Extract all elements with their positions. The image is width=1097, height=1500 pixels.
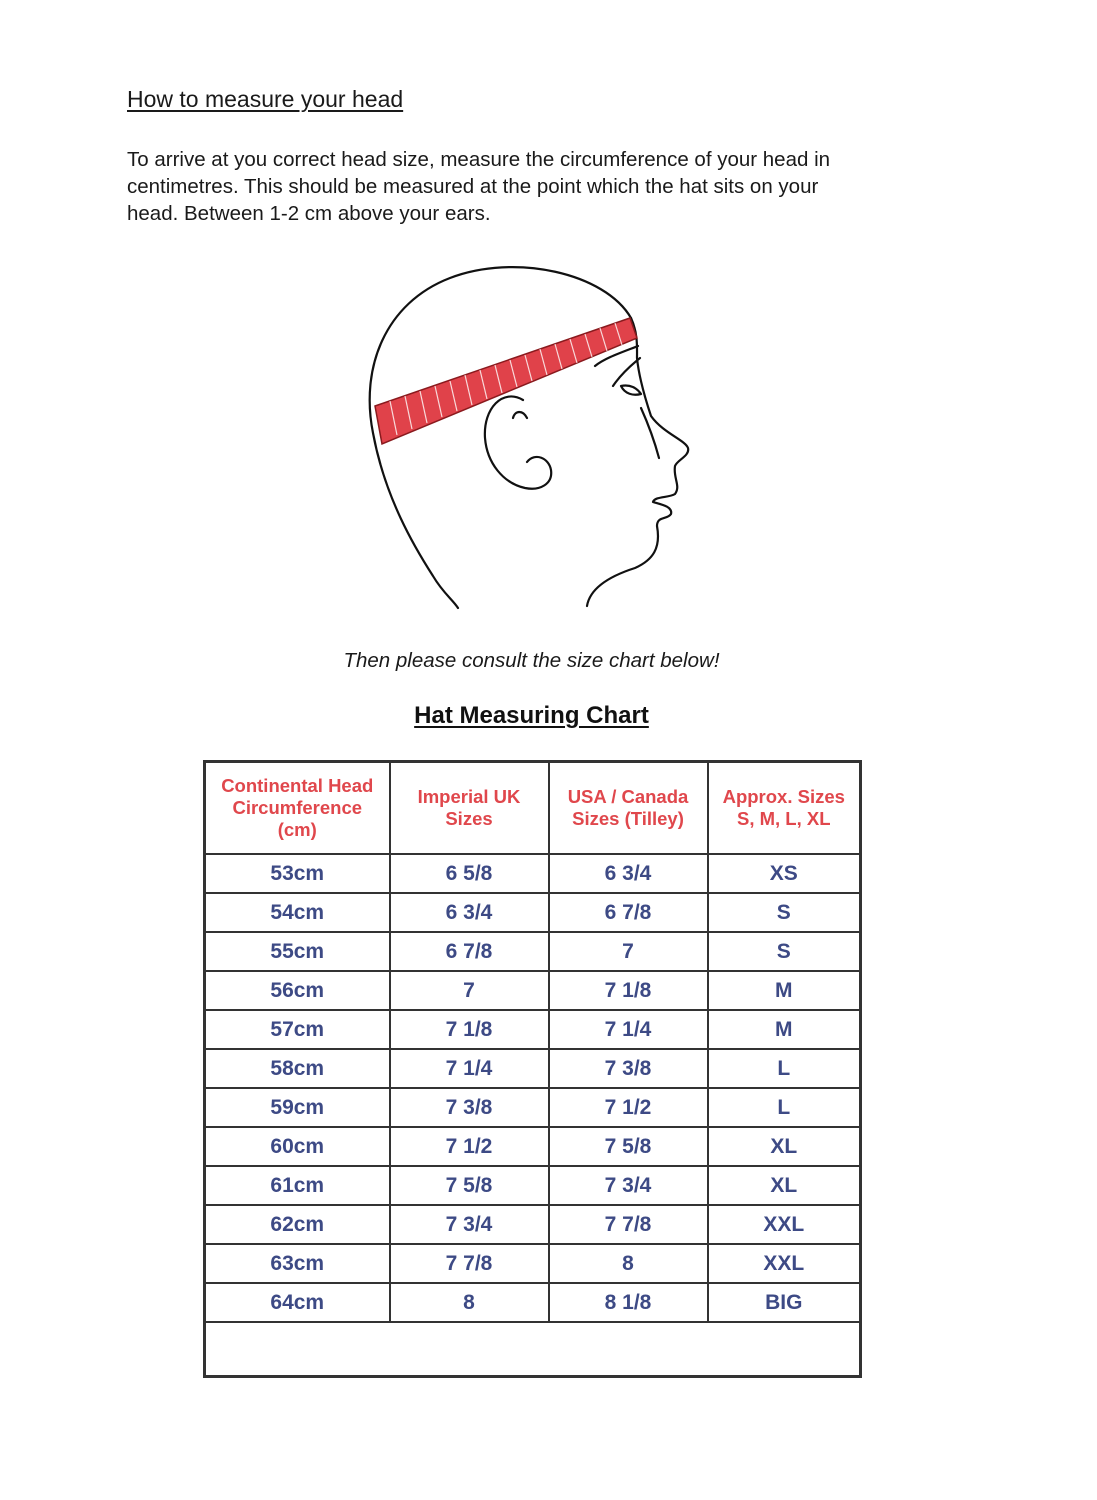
consult-chart-note: Then please consult the size chart below! bbox=[343, 649, 720, 672]
header-line: USA / Canada bbox=[567, 786, 689, 807]
cell-approx-size: XXL bbox=[708, 1244, 861, 1283]
cell-approx-size: BIG bbox=[708, 1283, 861, 1322]
table-row bbox=[205, 1166, 861, 1205]
cell-uk-size: 7 7/8 bbox=[390, 1244, 549, 1283]
cell-uk-size: 7 5/8 bbox=[390, 1166, 549, 1205]
table-row bbox=[205, 1088, 861, 1127]
cell-circumference: 54cm bbox=[205, 893, 390, 932]
table-row bbox=[205, 971, 861, 1010]
cell-uk-size: 7 1/4 bbox=[390, 1049, 549, 1088]
cell-approx-size: M bbox=[708, 971, 861, 1010]
table-row bbox=[205, 1049, 861, 1088]
cell-circumference: 60cm bbox=[205, 1127, 390, 1166]
cell-usa-size: 7 3/4 bbox=[549, 1166, 708, 1205]
header-line: Sizes (Tilley) bbox=[572, 808, 684, 829]
cell-circumference: 64cm bbox=[205, 1283, 390, 1322]
page-heading: How to measure your head bbox=[127, 86, 404, 112]
table-row bbox=[205, 1010, 861, 1049]
cell-uk-size: 7 3/4 bbox=[390, 1205, 549, 1244]
cell-usa-size: 7 1/4 bbox=[549, 1010, 708, 1049]
ear bbox=[485, 396, 551, 488]
header-approx-sizes bbox=[708, 762, 861, 855]
cell-approx-size: L bbox=[708, 1088, 861, 1127]
cell-approx-size: M bbox=[708, 1010, 861, 1049]
measuring-tape bbox=[375, 318, 637, 444]
cell-uk-size: 8 bbox=[390, 1283, 549, 1322]
eye bbox=[621, 385, 641, 394]
cell-uk-size: 7 3/8 bbox=[390, 1088, 549, 1127]
header-usa-canada-sizes bbox=[549, 762, 708, 855]
cell-usa-size: 7 bbox=[549, 932, 708, 971]
cell-usa-size: 7 1/8 bbox=[549, 971, 708, 1010]
header-line: Sizes bbox=[445, 808, 493, 829]
header-line: (cm) bbox=[277, 819, 317, 840]
empty-table-row bbox=[205, 1322, 861, 1377]
cell-approx-size: XL bbox=[708, 1166, 861, 1205]
cell-usa-size: 6 3/4 bbox=[549, 854, 708, 893]
cell-uk-size: 6 3/4 bbox=[390, 893, 549, 932]
chart-title: Hat Measuring Chart bbox=[414, 702, 649, 729]
head-outline bbox=[370, 267, 631, 608]
hat-size-table bbox=[203, 760, 862, 1378]
table-row bbox=[205, 1283, 861, 1322]
cell-circumference: 58cm bbox=[205, 1049, 390, 1088]
head-measurement-illustration bbox=[355, 258, 715, 618]
header-line: S, M, L, XL bbox=[736, 808, 831, 829]
header-line: Circumference bbox=[232, 797, 363, 818]
cell-circumference: 53cm bbox=[205, 854, 390, 893]
cell-usa-size: 7 3/8 bbox=[549, 1049, 708, 1088]
instructions-line: centimetres. This should be measured at the point which the hat sits on your bbox=[127, 175, 819, 198]
table-row bbox=[205, 1127, 861, 1166]
table-row bbox=[205, 932, 861, 971]
cell-usa-size: 7 1/2 bbox=[549, 1088, 708, 1127]
cell-circumference: 63cm bbox=[205, 1244, 390, 1283]
cell-approx-size: XL bbox=[708, 1127, 861, 1166]
cell-approx-size: L bbox=[708, 1049, 861, 1088]
empty-cell bbox=[205, 1322, 861, 1377]
instructions-line: head. Between 1-2 cm above your ears. bbox=[127, 202, 491, 225]
table-header-row bbox=[205, 762, 861, 855]
cell-usa-size: 7 7/8 bbox=[549, 1205, 708, 1244]
cell-circumference: 56cm bbox=[205, 971, 390, 1010]
header-continental-head-circumference bbox=[205, 762, 390, 855]
cell-uk-size: 7 1/2 bbox=[390, 1127, 549, 1166]
cell-circumference: 59cm bbox=[205, 1088, 390, 1127]
table-row bbox=[205, 893, 861, 932]
measuring-instructions bbox=[127, 146, 947, 227]
cell-uk-size: 7 bbox=[390, 971, 549, 1010]
cell-circumference: 57cm bbox=[205, 1010, 390, 1049]
cell-usa-size: 6 7/8 bbox=[549, 893, 708, 932]
cell-approx-size: S bbox=[708, 932, 861, 971]
cell-uk-size: 7 1/8 bbox=[390, 1010, 549, 1049]
cell-uk-size: 6 7/8 bbox=[390, 932, 549, 971]
cell-approx-size: S bbox=[708, 893, 861, 932]
cell-circumference: 55cm bbox=[205, 932, 390, 971]
cell-approx-size: XS bbox=[708, 854, 861, 893]
cell-approx-size: XXL bbox=[708, 1205, 861, 1244]
cell-circumference: 61cm bbox=[205, 1166, 390, 1205]
table-row bbox=[205, 854, 861, 893]
instructions-line: To arrive at you correct head size, measure the circumference of your head in bbox=[127, 148, 831, 171]
cell-usa-size: 7 5/8 bbox=[549, 1127, 708, 1166]
cell-usa-size: 8 bbox=[549, 1244, 708, 1283]
header-line: Approx. Sizes bbox=[722, 786, 845, 807]
header-imperial-uk-sizes bbox=[390, 762, 549, 855]
header-line: Imperial UK bbox=[417, 786, 521, 807]
cell-usa-size: 8 1/8 bbox=[549, 1283, 708, 1322]
cell-circumference: 62cm bbox=[205, 1205, 390, 1244]
table-row bbox=[205, 1205, 861, 1244]
cell-uk-size: 6 5/8 bbox=[390, 854, 549, 893]
table-row bbox=[205, 1244, 861, 1283]
header-line: Continental Head bbox=[221, 775, 374, 796]
brow-line bbox=[613, 358, 640, 386]
